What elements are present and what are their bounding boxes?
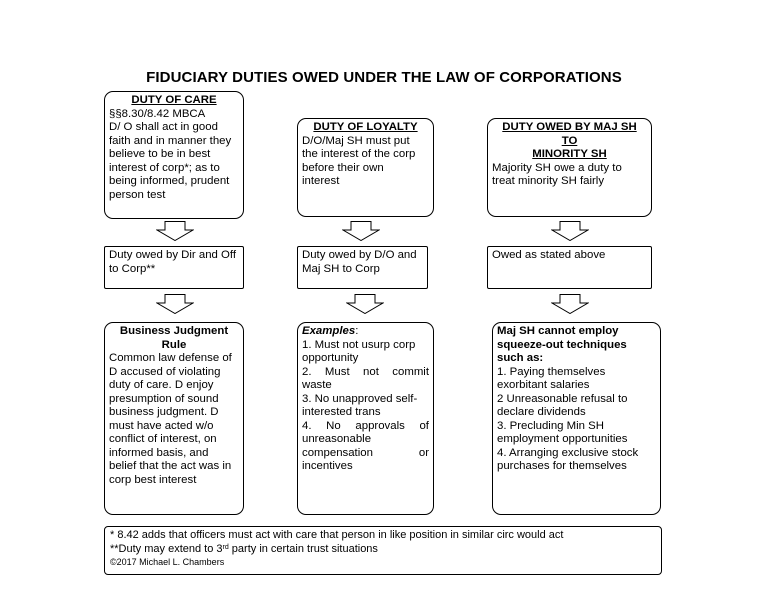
loyalty-examples-box (297, 322, 434, 515)
footnotes-box (104, 526, 662, 575)
text-line: 4. Arranging exclusive stock (497, 446, 639, 459)
text-line: being informed, prudent (109, 175, 230, 187)
footnote-2-text: **Duty may extend to 3 (110, 542, 223, 555)
example-word: of (419, 419, 429, 432)
text-line: Owed as stated above (492, 249, 606, 261)
text-line: duty of care. D enjoy (109, 379, 214, 391)
text-line: purchases for themselves (497, 460, 627, 472)
business-judgment-heading: Business Judgment (119, 325, 229, 337)
footnote-2-superscript: rd (222, 543, 229, 551)
example-line: opportunity (302, 352, 359, 364)
text-line: Duty owed by D/O and (302, 249, 417, 261)
text-line: belief that the act was in (109, 460, 232, 472)
down-arrow-icon (156, 221, 194, 241)
example-line: waste (302, 379, 332, 391)
text-line: interest (302, 175, 340, 187)
down-arrow-icon (346, 294, 384, 314)
text-line: declare dividends (497, 406, 586, 418)
duty-to-minority-heading: DUTY OWED BY MAJ SH (502, 121, 637, 133)
footnote-1: * 8.42 adds that officers must act with care that person in like position in similar circ would act (110, 529, 564, 541)
down-arrow-icon (342, 221, 380, 241)
example-line: interested trans (302, 406, 381, 418)
example-line (302, 447, 429, 461)
example-word: No (326, 419, 341, 432)
duty-of-care-box (104, 91, 244, 219)
footnote-2 (110, 543, 656, 557)
text-line: 3. Precluding Min SH (497, 419, 604, 432)
duty-owed-minority-box (487, 246, 652, 289)
down-arrow-icon (551, 221, 589, 241)
squeeze-out-heading: Maj SH cannot employ (497, 325, 619, 337)
text-line: 1. Paying themselves (497, 365, 606, 378)
page-title: FIDUCIARY DUTIES OWED UNDER THE LAW OF CORPORATIONS (146, 69, 622, 86)
example-word: 4. (302, 419, 312, 432)
text-line: Duty owed by Dir and Off (109, 249, 237, 261)
duty-of-care-text (109, 108, 239, 203)
text-line: presumption of sound (109, 392, 219, 405)
text-line: interest of corp*; as to (109, 161, 220, 174)
duty-owed-loyalty-box (297, 246, 428, 289)
example-line: incentives (302, 460, 353, 472)
example-word: commit (392, 365, 429, 378)
down-arrow-icon (551, 294, 589, 314)
text-line: D accused of violating (109, 365, 221, 378)
text-line: the interest of the corp (302, 148, 416, 160)
squeeze-out-heading: squeeze-out techniques (497, 338, 627, 351)
duty-to-minority-box (487, 118, 652, 217)
text-line: corp best interest (109, 473, 197, 486)
squeeze-out-heading: such as: (497, 352, 544, 364)
example-line (302, 420, 429, 434)
business-judgment-heading: Rule (161, 338, 187, 351)
text-line: D/O/Maj SH must put (302, 134, 410, 147)
example-word: Must (324, 365, 350, 378)
text-line: §§8.30/8.42 MBCA (109, 107, 206, 120)
squeeze-out-box (492, 322, 661, 515)
example-word: approvals (355, 419, 405, 432)
examples-heading (302, 325, 429, 339)
duty-to-minority-heading: TO (561, 134, 578, 147)
text-line: employment opportunities (497, 433, 628, 445)
text-line: exorbitant salaries (497, 379, 590, 391)
text-line: D/ O shall act in good (109, 121, 218, 133)
down-arrow-icon (156, 294, 194, 314)
business-judgment-box (104, 322, 244, 515)
text-line: faith and in manner they (109, 134, 232, 147)
text-line: Common law defense of (109, 352, 232, 364)
text-line: before their own (302, 161, 384, 174)
text-line: believe to be in best (109, 148, 211, 160)
duty-owed-care-box (104, 246, 244, 289)
text-line: 2 Unreasonable refusal to (497, 392, 628, 405)
duty-of-care-heading: DUTY OF CARE (131, 94, 217, 106)
example-line (302, 366, 429, 380)
example-line: unreasonable (302, 433, 372, 445)
example-word: compensation (302, 446, 373, 459)
text-line: to Corp** (109, 262, 156, 275)
text-line: must have acted w/o (109, 419, 214, 432)
example-word: not (363, 365, 379, 378)
duty-of-loyalty-box (297, 118, 434, 217)
example-line: 1. Must not usurp corp (302, 338, 416, 351)
text-line: person test (109, 188, 166, 201)
text-line: Maj SH to Corp (302, 262, 380, 275)
text-line: business judgment. D (109, 406, 219, 418)
copyright: ©2017 Michael L. Chambers (110, 557, 225, 567)
text-line: informed basis, and (109, 446, 209, 459)
example-line: 3. No unapproved self- (302, 392, 418, 405)
examples-label: Examples (302, 325, 356, 337)
example-word: or (418, 446, 429, 459)
duty-to-minority-heading: MINORITY SH (532, 148, 607, 160)
text-line: Majority SH owe a duty to (492, 161, 622, 174)
text-line: treat minority SH fairly (492, 175, 605, 187)
duty-of-loyalty-heading: DUTY OF LOYALTY (313, 121, 418, 133)
footnote-2-text-end: party in certain trust situations (228, 542, 378, 555)
text-line: conflict of interest, on (109, 433, 217, 445)
examples-colon: : (355, 325, 359, 337)
example-word: 2. (302, 365, 312, 378)
